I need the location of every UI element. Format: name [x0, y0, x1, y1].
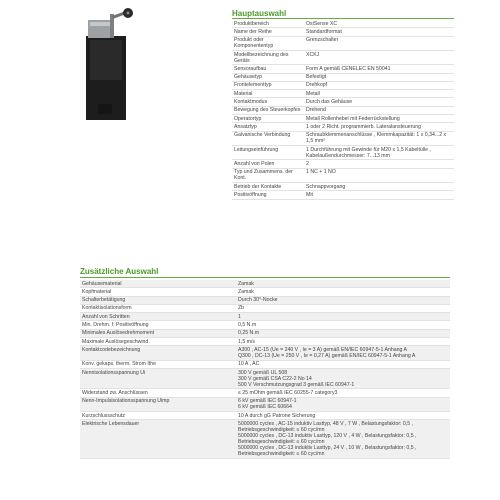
- spec-label: Widerstand zw. Anschlüssen: [80, 389, 236, 397]
- spec-row: [232, 28, 454, 36]
- spec-value: XCKJ: [304, 50, 454, 64]
- spec-value: Form A gemäß CENELEC EN 50041: [304, 65, 454, 73]
- spec-value: Befestigt: [304, 73, 454, 81]
- spec-row: [80, 368, 450, 388]
- spec-value: Drehend: [304, 106, 454, 114]
- spec-value: 1,5 m/s: [236, 337, 450, 345]
- spec-row: [232, 73, 454, 81]
- spec-label: Kurzschlussschutz: [80, 412, 236, 420]
- spec-row: [80, 321, 450, 329]
- spec-label: Elektrische Lebensdauer: [80, 420, 236, 459]
- spec-row: [232, 65, 454, 73]
- spec-label: Name der Reihe: [232, 28, 304, 36]
- spec-row: [232, 131, 454, 145]
- spec-label: Minimales Auslösedrehmoment: [80, 329, 236, 337]
- spec-row: [232, 90, 454, 98]
- spec-label: Kontaktcodebezeichnung: [80, 346, 236, 360]
- spec-row: [80, 389, 450, 397]
- spec-value: Zamak: [236, 288, 450, 296]
- spec-label: Sensoraufbau: [232, 65, 304, 73]
- spec-value: 1 Durchführung mit Gewinde für M20 x 1,5 Kabeltülle , Kabelaußendurchmesser: 7...13 mm: [304, 145, 454, 159]
- spec-value: Drehkopf: [304, 81, 454, 89]
- spec-label: Leitungseinführung: [232, 145, 304, 159]
- main-section-title: Hauptauswahl: [232, 9, 287, 18]
- spec-value: 6 kV gemäß IEC 60947-1 6 kV gemäß IEC 60664: [236, 397, 450, 411]
- spec-label: Ansatztyp: [232, 123, 304, 131]
- extra-section-title: Zusätzliche Auswahl: [80, 267, 159, 276]
- spec-row: [232, 20, 454, 28]
- spec-row: [232, 98, 454, 106]
- spec-label: Gehäusematerial: [80, 280, 236, 288]
- spec-value: OsiSense XC: [304, 20, 454, 28]
- spec-value: Zb: [236, 304, 450, 312]
- spec-value: 1 NC + 1 NO: [304, 168, 454, 182]
- spec-value: 0,25 N.m: [236, 329, 450, 337]
- spec-row: [232, 115, 454, 123]
- main-section-rule: [232, 18, 454, 19]
- spec-row: [232, 81, 454, 89]
- spec-value: 300 V gemäß UL 508 300 V gemäß CSA C22-2 No 14 500 V Verschmutzungsgrad 3 gemäß IEC 60947-1: [236, 368, 450, 388]
- spec-row: [80, 346, 450, 360]
- spec-value: 10 A , AC: [236, 360, 450, 368]
- spec-value: A300 , AC-15 (Ue = 240 V , Ie = 3 A) gemäß EN/IEC 60947-5-1 Anhang A Q300 , DC-13 (Ue = 250 V , Ie = 0,27 A) gemäß EN/IEC 60947-5-1 Anhang A: [236, 346, 450, 360]
- spec-row: [80, 288, 450, 296]
- spec-label: Frontelementtyp: [232, 81, 304, 89]
- spec-value: Metall: [304, 90, 454, 98]
- extra-specs-table: [80, 280, 450, 459]
- spec-label: Nennisolationsspannung Ui: [80, 368, 236, 388]
- spec-row: [232, 123, 454, 131]
- spec-row: [80, 420, 450, 459]
- spec-label: Betrieb der Kontakte: [232, 182, 304, 190]
- spec-row: [80, 397, 450, 411]
- spec-value: 10 A durch gG Patrone Sicherung: [236, 412, 450, 420]
- spec-label: Operatortyp: [232, 115, 304, 123]
- spec-row: [232, 36, 454, 50]
- spec-row: [232, 160, 454, 168]
- spec-row: [232, 106, 454, 114]
- spec-value: Grenzschalter: [304, 36, 454, 50]
- spec-label: Anzahl von Schritten: [80, 313, 236, 321]
- spec-label: Typ und Zusammens. der Kont.: [232, 168, 304, 182]
- spec-row: [80, 280, 450, 288]
- spec-label: Gehäusetyp: [232, 73, 304, 81]
- spec-label: Schalterbetätigung: [80, 296, 236, 304]
- spec-row: [80, 296, 450, 304]
- spec-label: Anzahl von Polen: [232, 160, 304, 168]
- spec-value: Schnappvorgang: [304, 182, 454, 190]
- spec-value: 1 oder 2 Richt. programmierb. Lateralansteuerung: [304, 123, 454, 131]
- spec-value: Metall Rollenhebel mit Federrückstellung: [304, 115, 454, 123]
- spec-label: Konv. gekaps. therm. Strom Ithe: [80, 360, 236, 368]
- spec-value: Durch 30°-Nocke: [236, 296, 450, 304]
- spec-value: ≤ 25 mOhm gemäß IEC 60255-7 category3: [236, 389, 450, 397]
- spec-label: Maximale Auslösegeschwind.: [80, 337, 236, 345]
- spec-row: [80, 360, 450, 368]
- spec-row: [80, 313, 450, 321]
- spec-label: Nenn-Impulsisolationsspannung Uimp: [80, 397, 236, 411]
- spec-row: [232, 50, 454, 64]
- spec-row: [80, 337, 450, 345]
- spec-value: 5000000 cycles , AC-15 induktiv Lasttyp, 48 V , 7 W , Belastungsfaktor: 0,5 , Betriebsgeschwindigkeit: ≤ 60 cyc/mn 5000000 cycles , DC-13 induktiv Lasttyp, 120 V , 4 W , Belastungsfaktor: 0,5 , Betriebsgeschwindigkeit: ≤ 60 cyc/mn 5000000 cycles , DC-13 induktiv Lasttyp, 24 V , 10 W , Belastungsfaktor: 0,5 , Betriebsgeschwindigkeit: ≤ 60 cyc/mn: [236, 420, 450, 459]
- spec-label: Kontaktmodus: [232, 98, 304, 106]
- spec-label: Modellbezeichnung des Geräts: [232, 50, 304, 64]
- spec-value: 1: [236, 313, 450, 321]
- spec-row: [232, 168, 454, 182]
- spec-label: Galvanische Verbindung: [232, 131, 304, 145]
- spec-value: Durch das Gehäuse: [304, 98, 454, 106]
- spec-row: [80, 304, 450, 312]
- spec-value: Standardformat: [304, 28, 454, 36]
- spec-value: Mit: [304, 191, 454, 199]
- spec-value: 0,5 N.m: [236, 321, 450, 329]
- spec-row: [80, 412, 450, 420]
- spec-value: Zamak: [236, 280, 450, 288]
- product-image: [78, 8, 144, 120]
- spec-label: Produkt oder Komponententyp: [232, 36, 304, 50]
- spec-row: [232, 145, 454, 159]
- spec-label: Bewegung des Steuerkopfes: [232, 106, 304, 114]
- spec-label: Material: [232, 90, 304, 98]
- spec-label: Positivöffnung: [232, 191, 304, 199]
- spec-value: 2: [304, 160, 454, 168]
- spec-label: Kontaktisolationsform: [80, 304, 236, 312]
- spec-row: [80, 329, 450, 337]
- spec-label: Produktbereich: [232, 20, 304, 28]
- spec-value: Schraubklemmenanschlüsse , Klemmkapazität: 1 x 0,34...2 x 1,5 mm²: [304, 131, 454, 145]
- spec-label: Min. Drehm. f. Positivöffnung: [80, 321, 236, 329]
- main-specs-table: [232, 20, 454, 200]
- spec-label: Kopfmaterial: [80, 288, 236, 296]
- spec-row: [232, 191, 454, 199]
- spec-row: [232, 182, 454, 190]
- extra-section-rule: [80, 277, 450, 278]
